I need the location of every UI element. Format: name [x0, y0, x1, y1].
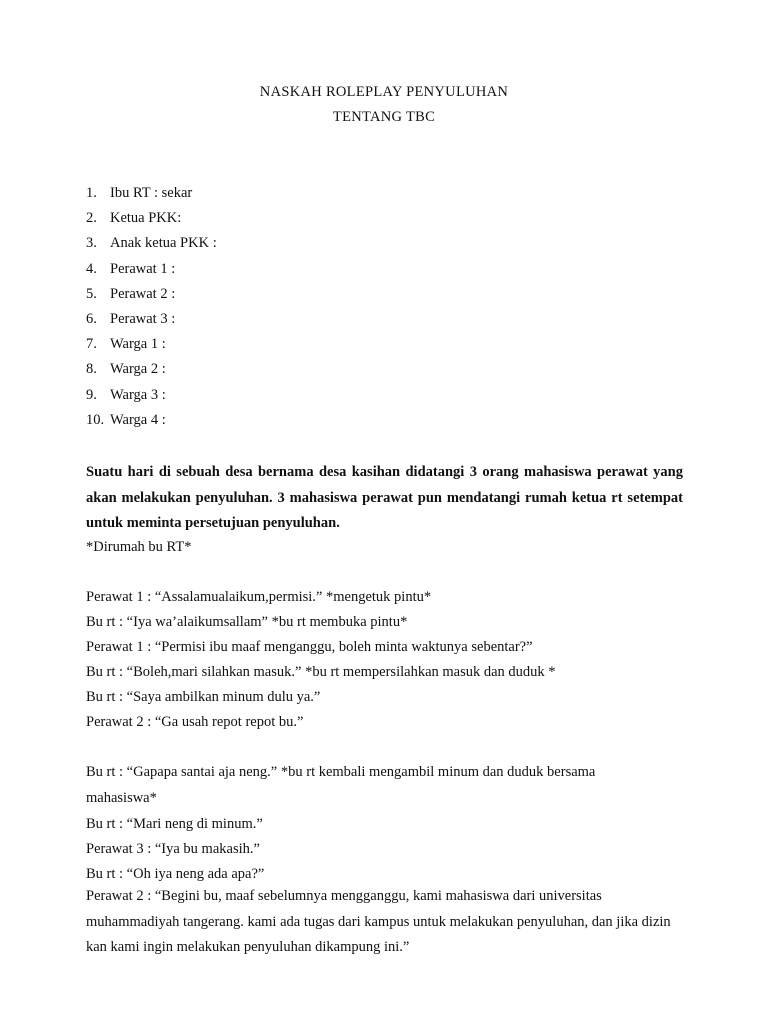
cast-role: Warga 2 : [110, 361, 166, 378]
dialogue-line: Bu rt : “Oh iya neng ada apa?” [86, 866, 265, 882]
cast-item [86, 335, 217, 360]
cast-item [86, 260, 217, 285]
dialogue-line: Perawat 2 : “Ga usah repot repot bu.” [86, 714, 304, 730]
scene-direction: *Dirumah bu RT* [86, 539, 192, 555]
document-subtitle: TENTANG TBC [332, 109, 436, 125]
cast-role: Perawat 3 : [110, 310, 176, 327]
cast-list [86, 184, 217, 436]
cast-role: Perawat 1 : [110, 260, 176, 277]
cast-role: Ibu RT : sekar [110, 185, 193, 201]
cast-item [86, 360, 217, 385]
cast-number: 4. [86, 260, 97, 277]
cast-role: Warga 4 : [110, 411, 166, 428]
dialogue-line: Bu rt : “Saya ambilkan minum dulu ya.” [86, 689, 321, 705]
cast-role: Warga 3 : [110, 386, 166, 403]
dialogue-line: Perawat 1 : “Assalamualaikum,permisi.” *mengetuk pintu* [86, 589, 432, 605]
cast-number: 2. [86, 210, 97, 227]
cast-item [86, 234, 217, 259]
cast-number: 6. [86, 310, 97, 327]
dialogue-line: Bu rt : “Boleh,mari silahkan masuk.” *bu rt mempersilahkan masuk dan duduk * [86, 664, 556, 680]
dialogue-line: Bu rt : “Mari neng di minum.” [86, 816, 263, 832]
dialogue-line: Bu rt : “Gapapa santai aja neng.” *bu rt kembali mengambil minum dan duduk bersama mahasiswa* [86, 764, 596, 806]
cast-number: 7. [86, 336, 97, 353]
cast-number: 3. [86, 235, 97, 252]
cast-role: Ketua PKK: [110, 210, 182, 227]
cast-role: Anak ketua PKK : [110, 235, 217, 252]
dialogue-line: Perawat 1 : “Permisi ibu maaf menganggu, boleh minta waktunya sebentar?” [86, 639, 533, 655]
cast-role: Warga 1 : [110, 336, 166, 353]
cast-item [86, 285, 217, 310]
document-title: NASKAH ROLEPLAY PENYULUHAN [259, 84, 509, 100]
cast-number: 8. [86, 361, 97, 378]
cast-item [86, 184, 217, 209]
cast-number: 1. [86, 185, 97, 201]
cast-item [86, 209, 217, 234]
cast-item [86, 386, 217, 411]
dialogue-line: Bu rt : “Iya wa’alaikumsallam” *bu rt membuka pintu* [86, 614, 408, 630]
cast-role: Perawat 2 : [110, 285, 176, 302]
cast-number: 10. [86, 411, 105, 428]
dialogue-line: Perawat 3 : “Iya bu makasih.” [86, 841, 260, 857]
cast-number: 9. [86, 386, 97, 403]
cast-number: 5. [86, 285, 97, 302]
cast-item [86, 310, 217, 335]
narration-paragraph: Suatu hari di sebuah desa bernama desa kasihan didatangi 3 orang mahasiswa perawat yang akan melakukan penyuluhan. 3 mahasiswa perawat pun mendatangi rumah ketua rt setempat untuk meminta persetujuan penyuluhan. [86, 464, 683, 531]
cast-item [86, 411, 217, 436]
dialogue-line: Perawat 2 : “Begini bu, maaf sebelumnya mengganggu, kami mahasiswa dari universitas muhammadiyah tangerang. kami ada tugas dari kampus untuk melakukan penyuluhan, dan jika dizin kan kami ingin melakukan penyuluhan dikampung ini.” [86, 888, 671, 955]
